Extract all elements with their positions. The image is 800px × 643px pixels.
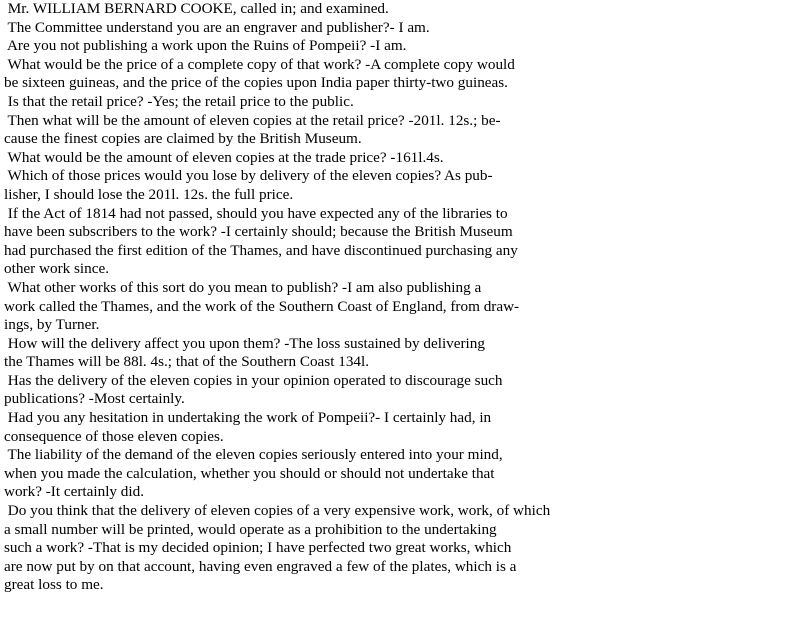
text-line: work? -It certainly did. bbox=[4, 483, 145, 501]
text-line: Had you any hesitation in undertaking the work of Pompeii?- I certainly had, in bbox=[4, 409, 492, 427]
text-line: are now put by on that account, having even engraved a few of the plates, which is a bbox=[4, 557, 517, 575]
text-line: Then what will be the amount of eleven copies at the retail price? -201l. 12s.; be- bbox=[4, 111, 501, 129]
text-line: work called the Thames, and the work of the Southern Coast of England, from draw- bbox=[4, 297, 520, 315]
text-line: What other works of this sort do you mean to publish? -I am also publishing a bbox=[4, 278, 482, 296]
text-line: lisher, I should lose the 201l. 12s. the full price. bbox=[4, 185, 294, 203]
text-line: Has the delivery of the eleven copies in your opinion operated to discourage such bbox=[4, 371, 503, 389]
text-line: a small number will be printed, would operate as a prohibition to the undertaking bbox=[4, 520, 497, 538]
text-line: Is that the retail price? -Yes; the retail price to the public. bbox=[4, 92, 354, 110]
text-line: ings, by Turner. bbox=[4, 316, 100, 334]
text-line: Are you not publishing a work upon the Ruins of Pompeii? -I am. bbox=[4, 37, 407, 55]
text-line: The liability of the demand of the eleven copies seriously entered into your mind, bbox=[4, 446, 503, 464]
text-line: have been subscribers to the work? -I certainly should; because the British Museum bbox=[4, 223, 513, 241]
text-line: such a work? -That is my decided opinion; I have perfected two great works, which bbox=[4, 539, 512, 557]
text-line: What would be the amount of eleven copies at the trade price? -161l.4s. bbox=[4, 148, 444, 166]
text-line: be sixteen guineas, and the price of the copies upon India paper thirty-two guineas. bbox=[4, 74, 508, 92]
text-line: had purchased the first edition of the Thames, and have discontinued purchasing any bbox=[4, 241, 518, 259]
text-line: cause the finest copies are claimed by the British Museum. bbox=[4, 130, 362, 148]
text-line: other work since. bbox=[4, 260, 110, 278]
text-line: when you made the calculation, whether you should or should not undertake that bbox=[4, 464, 495, 482]
text-line: consequence of those eleven copies. bbox=[4, 427, 224, 445]
text-line: Do you think that the delivery of eleven copies of a very expensive work, work, of which bbox=[4, 502, 551, 520]
text-line: If the Act of 1814 had not passed, should you have expected any of the libraries to bbox=[4, 204, 508, 222]
text-line: great loss to me. bbox=[4, 576, 104, 594]
document-text bbox=[4, 0, 794, 595]
text-line: What would be the price of a complete copy of that work? -A complete copy would bbox=[4, 55, 515, 73]
text-line: the Thames will be 88l. 4s.; that of the Southern Coast 134l. bbox=[4, 353, 370, 371]
text-line: publications? -Most certainly. bbox=[4, 390, 185, 408]
text-line: The Committee understand you are an engraver and publisher?- I am. bbox=[4, 18, 430, 36]
text-line: Which of those prices would you lose by delivery of the eleven copies? As pub- bbox=[4, 167, 493, 185]
text-line: Mr. WILLIAM BERNARD COOKE, called in; and examined. bbox=[4, 0, 389, 17]
text-line: How will the delivery affect you upon them? -The loss sustained by delivering bbox=[4, 334, 485, 352]
